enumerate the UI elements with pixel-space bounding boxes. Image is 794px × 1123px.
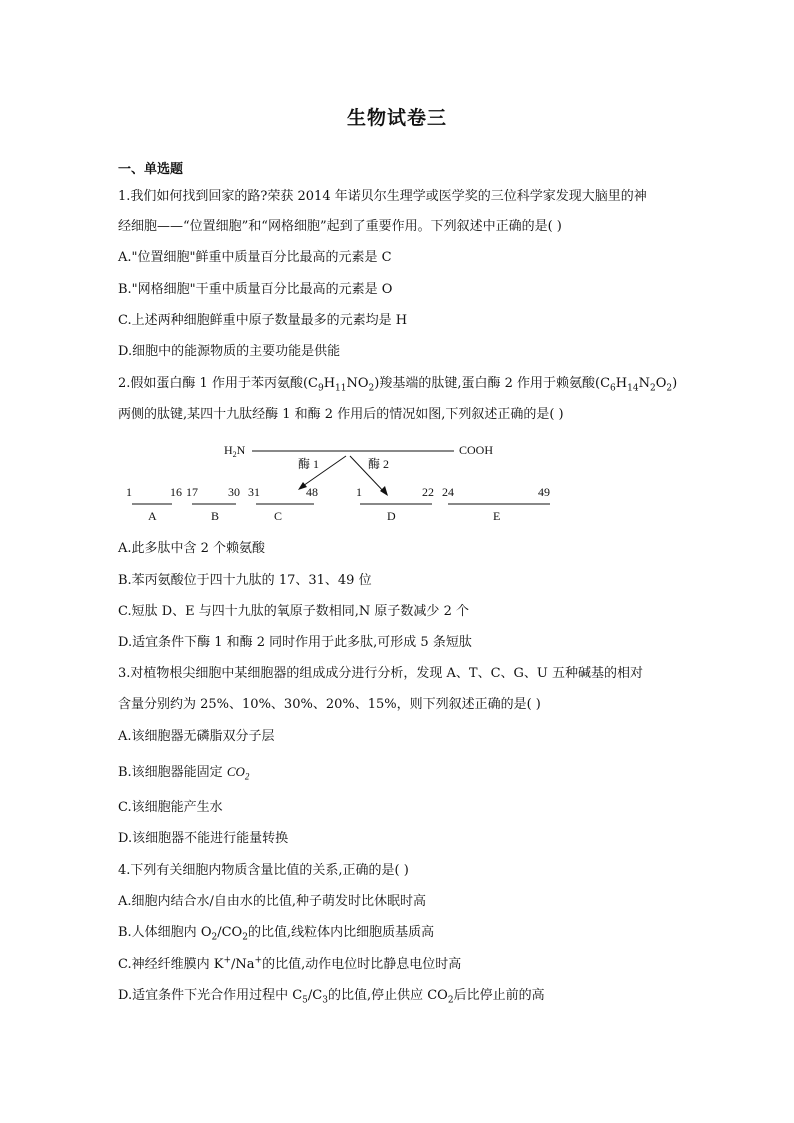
q3-option-c: C.该细胞能产生水 [118, 800, 223, 815]
q2-option-a: A.此多肽中含 2 个赖氨酸 [118, 541, 266, 556]
q4-option-c: C.神经纤维膜内 K+/Na+的比值,动作电位时比静息电位时高 [118, 955, 462, 972]
enzyme1-label: 酶 1 [298, 457, 320, 471]
label-e: E [493, 509, 501, 523]
num-22: 22 [422, 485, 434, 499]
num-17: 17 [186, 485, 198, 499]
label-d: D [387, 509, 396, 523]
q1-option-a: A."位置细胞"鲜重中质量百分比最高的元素是 C [118, 250, 392, 265]
page-title: 生物试卷三 [346, 107, 447, 129]
num-49: 49 [538, 485, 550, 499]
q3-option-d: D.该细胞器不能进行能量转换 [118, 831, 289, 846]
h2n-label: $H_2N$ [224, 443, 246, 459]
label-b: B [211, 509, 220, 523]
num-1b: 1 [356, 485, 362, 499]
q3-option-a: A.该细胞器无磷脂双分子层 [118, 729, 275, 744]
q1-option-c: C.上述两种细胞鲜重中原子数量最多的元素均是 H [118, 313, 408, 328]
section-heading: 一、单选题 [118, 162, 184, 177]
q2-option-b: B.苯丙氨酸位于四十九肽的 17、31、49 位 [118, 573, 372, 588]
q2-stem-line2: 两侧的肽键,某四十九肽经酶 1 和酶 2 作用后的情况如图,下列叙述正确的是( ) [118, 407, 564, 422]
cooh-label: COOH [459, 443, 494, 457]
q1-option-b: B."网格细胞"干重中质量百分比最高的元素是 O [118, 282, 393, 297]
q2-stem-line1: 2.假如蛋白酶 1 作用于苯丙氨酸$(C_9H_{11}NO_2)$羧基端的肽键,蛋白酶 2 作用于赖氨酸$(C_6H_{14}N_2O_2)$ [118, 376, 678, 394]
label-c: C [274, 509, 283, 523]
q2-option-c: C.短肽 D、E 与四十九肽的氧原子数相同,N 原子数减少 2 个 [118, 604, 469, 619]
q3-option-b: B.该细胞器能固定 $CO_2$ [118, 764, 250, 782]
q4-option-a: A.细胞内结合水/自由水的比值,种子萌发时比休眠时高 [118, 894, 427, 909]
q4-option-b: B.人体细胞内 $O_2/CO_2$的比值,线粒体内比细胞质基质高 [118, 925, 435, 943]
q1-stem-line2: 经细胞——“位置细胞”和“网格细胞”起到了重要作用。下列叙述中正确的是( ) [118, 219, 562, 234]
num-30: 30 [228, 485, 240, 499]
peptide-cleavage-diagram [110, 438, 570, 528]
num-31: 31 [248, 485, 260, 499]
q4-option-d: D.适宜条件下光合作用过程中 $C_5/C_3$的比值,停止供应 $CO_2$后比停止前的高 [118, 988, 545, 1006]
q1-option-d: D.细胞中的能源物质的主要功能是供能 [118, 344, 341, 359]
q3-stem-line2: 含量分别约为 25%、10%、30%、20%、15%，则下列叙述正确的是( ) [118, 697, 541, 712]
q4-stem: 4.下列有关细胞内物质含量比值的关系,正确的是( ) [118, 863, 409, 878]
num-24: 24 [442, 485, 454, 499]
num-1: 1 [126, 485, 132, 499]
num-48: 48 [306, 485, 318, 499]
q1-stem-line1: 1.我们如何找到回家的路?荣获 2014 年诺贝尔生理学或医学奖的三位科学家发现大脑里的神 [118, 189, 647, 204]
label-a: A [148, 509, 157, 523]
num-16: 16 [170, 485, 182, 499]
enzyme2-label: 酶 2 [368, 457, 390, 471]
q2-option-d: D.适宜条件下酶 1 和酶 2 同时作用于此多肽,可形成 5 条短肽 [118, 635, 472, 650]
q3-stem-line1: 3.对植物根尖细胞中某细胞器的组成成分进行分析，发现 A、T、C、G、U 五种碱基的相对 [118, 666, 644, 681]
